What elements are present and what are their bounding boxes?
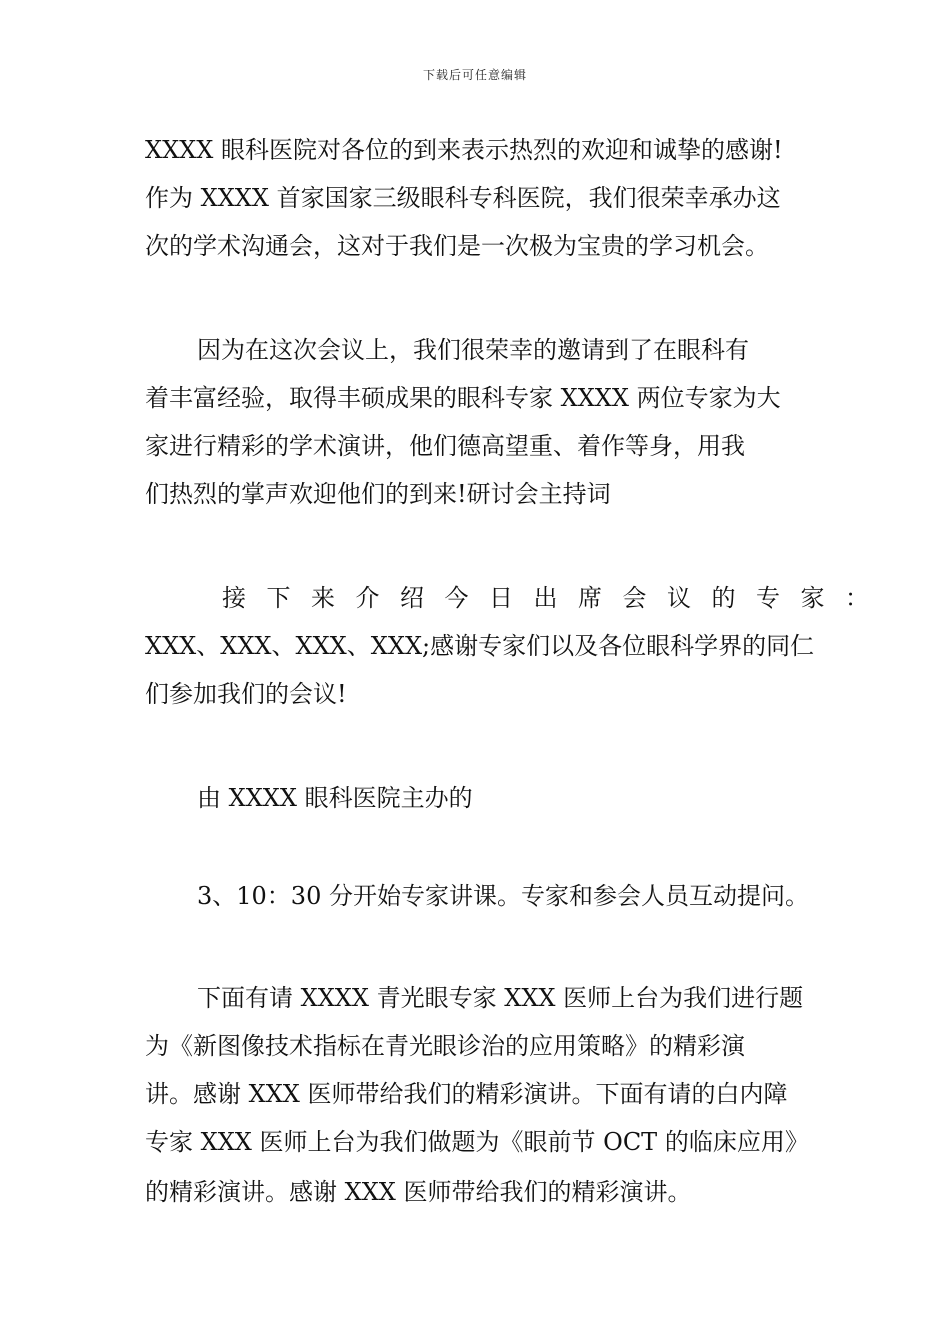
paragraph-6-line-1: 下面有请 XXXX 青光眼专家 XXX 医师上台为我们进行题 [197,984,804,1012]
paragraph-6-line-3: 讲。感谢 XXX 医师带给我们的精彩演讲。下面有请的白内障 [145,1080,788,1108]
paragraph-6-line-5: 的精彩演讲。感谢 XXX 医师带给我们的精彩演讲。 [145,1178,692,1206]
paragraph-4-line-1: 由 XXXX 眼科医院主办的 [197,784,473,812]
paragraph-3-line-2: XXX、XXX、XXX、XXX;感谢专家们以及各位眼科学界的同仁 [145,632,815,660]
paragraph-1-line-2: 作为 XXXX 首家国家三级眼科专科医院，我们很荣幸承办这 [145,184,781,212]
paragraph-2-line-2: 着丰富经验，取得丰硕成果的眼科专家 XXXX 两位专家为大 [145,384,781,412]
paragraph-1-line-3: 次的学术沟通会，这对于我们是一次极为宝贵的学习机会。 [145,232,769,260]
paragraph-6-line-4: 专家 XXX 医师上台为我们做题为《眼前节 OCT 的临床应用》 [145,1128,809,1156]
paragraph-1-line-1: XXXX 眼科医院对各位的到来表示热烈的欢迎和诚挚的感谢! [145,136,783,164]
paragraph-3-line-3: 们参加我们的会议! [145,680,347,708]
paragraph-5-line-1: 3、10：30 分开始专家讲课。专家和参会人员互动提问。 [197,882,809,910]
paragraph-3-line-1: 接下来介绍今日出席会议的专家： [222,584,890,612]
paragraph-6-line-2: 为《新图像技术指标在青光眼诊治的应用策略》的精彩演 [145,1032,745,1060]
header-note: 下载后可任意编辑 [422,68,527,82]
paragraph-2-line-4: 们热烈的掌声欢迎他们的到来!研讨会主持词 [145,480,611,508]
paragraph-2-line-3: 家进行精彩的学术演讲，他们德高望重、着作等身，用我 [145,432,745,460]
paragraph-2-line-1: 因为在这次会议上，我们很荣幸的邀请到了在眼科有 [197,336,749,364]
